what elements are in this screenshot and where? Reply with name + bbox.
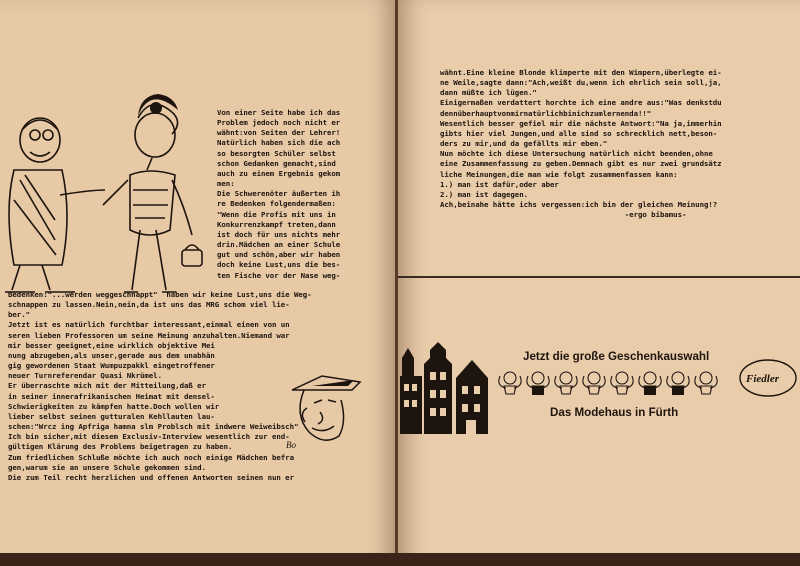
town-houses-icon [398,326,494,438]
couple-cartoon-illustration [0,100,210,300]
article-body-text: Bedenken:"...werden weggeschnappt" haben wir keine Lust,uns die Weg- schnappen zu lassen.Nein,nein,da ist uns das MRG schom viel lie- ber." Jetzt ist es natürlich furchtbar interessant,einmal einen von un seren lieben Professoren um seine Meinung anzuhalten.Niemand war mir besser geeignet,eine wirklich objektive Mei nung abzugeben,als unser,gerade aus dem unabhän gig gewordenen Staat Wumpuzpakkl eingetroffener neuer Turnreferendar Quasi Nkrümel. Er überraschte mich mit der Mitteilung,daß er in seiner innerafrikanischen Heimat mit densel- Schwierigkeiten zu kämpfen hatte.Doch wollen wir lieber selbst seinen gutturalen Kehllauten lau- schen:"Wrcz ing Apfriga hamna slm Problsch mit indwere Weiweibsch" Ich bin sicher,mit diesem Exclusiv-Interview wesentlich zur end- gültigen Klärung des Problems beigetragen zu haben. Zum friedlichen Schluße möchte ich auch noch einige Mädchen befra gen,warum sie an unsere Schule gekommen sind. Die zum Teil recht herzlichen und offenen Antworten seinen nun er [8,290,312,482]
ad-subline: Das Modehaus in Fürth [550,406,679,419]
svg-text:Bo: Bo [286,440,296,450]
gift-angels-illustration [498,368,742,396]
fiedler-advertisement [398,278,800,553]
answers-column-text: wähnt.Eine kleine Blonde klimperte mit den Wimpern,überlegte ei- ne Weile,sagte dann:"Ach,weißt du,wenn ich ehrlich sein soll,ja, dann müßte ich lügen." Einigermaßen verdattert horchte ich eine andre aus:"Was denkstdu dennüberhauptvonmirnatürlichbinichzumlernenda!!" Wesentlich besser gefiel mir die nächste Antwort:"Na ja,immerhin gibts hier viel Jungen,und alle sind so schrecklich nett,beson- ders zu mir,und da gefällts mir eben." Nun möchte ich diese Untersuchung natürlich nicht beenden,ohne eine Zusammenfassung zu geben.Demnach gibt es nur zwei grundsätz liche Meinungen,die man wie folgt zusammenfassen kann: 1.) man ist dafür,oder aber 2.) man ist dagegen. Ach,beinahe hätte ichs vergessen:ich bin der gleichen Meinung!? -ergo bibamus- [440,68,722,220]
teacher-cartoon-illustration [282,368,372,450]
fiedler-logo [746,370,779,386]
fiedler-logo-text: Fiedler [746,373,779,385]
ad-headline: Jetzt die große Geschenkauswahl [523,350,710,363]
intro-column-text: Von einer Seite habe ich das Problem jedoch noch nicht er wähnt:von Seiten der Lehrer! Natürlich haben sich die ach so besorgten Schüler selbst schon Gedanken gemacht,sind auch zu einem Ergebnis gekom men: Die Schwerenöter äußerten ih re Bedenken folgendermaßen: "Wenn die Profis mit uns in Konkurrenzkampf treten,dann ist doch für uns nichts mehr drin.Mädchen an einer Schule gut und schön,aber wir haben doch keine Lust,uns die bes- ten Fische vor der Nase weg- [217,108,341,280]
scan-bottom-edge [0,553,800,566]
left-page [0,0,396,566]
